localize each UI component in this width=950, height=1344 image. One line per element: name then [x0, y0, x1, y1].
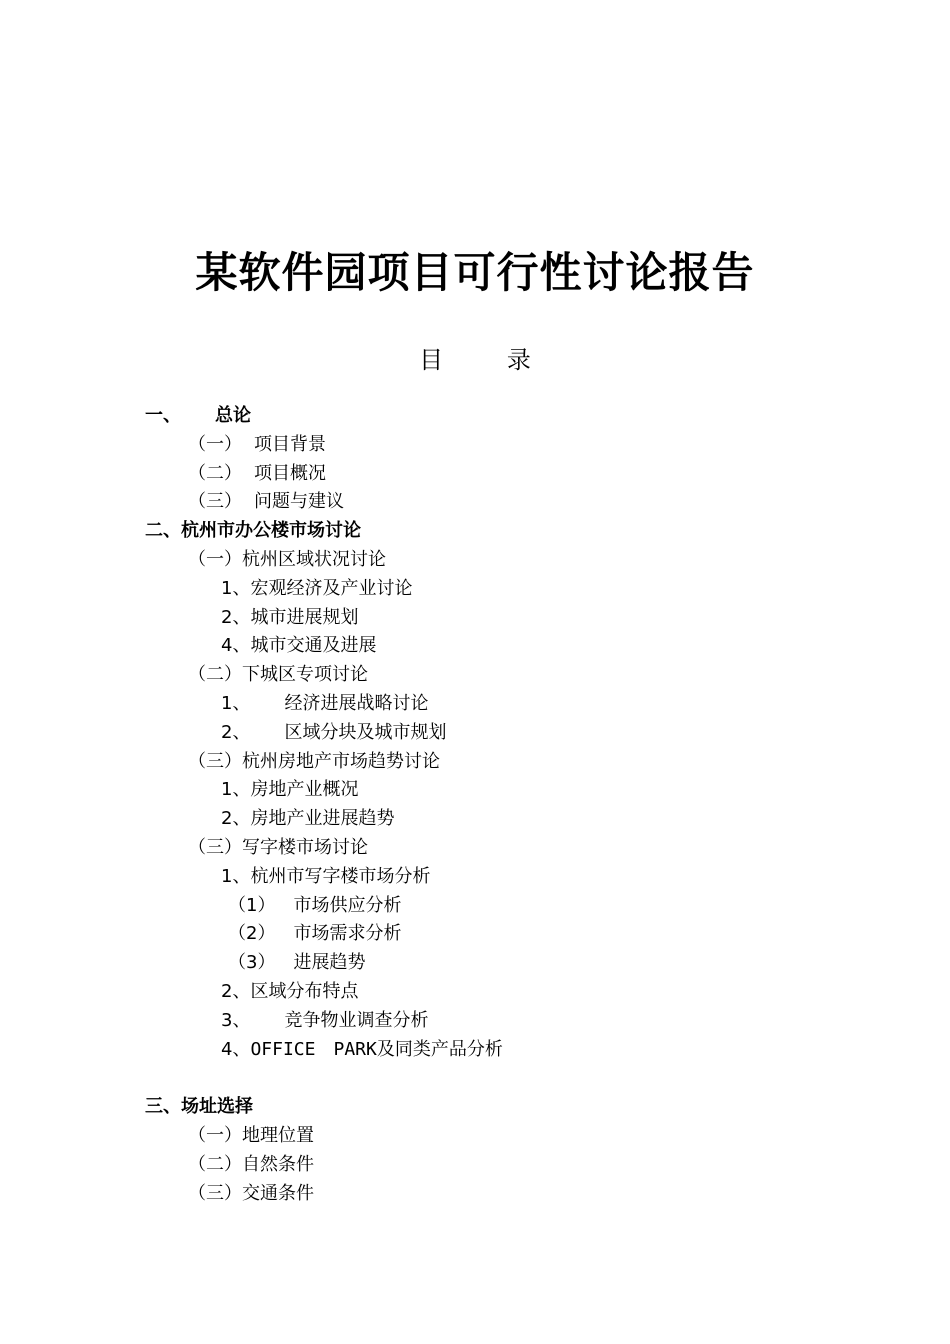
- table-of-contents: [0, 402, 950, 1208]
- toc-entry-label: 竞争物业调查分析: [284, 1009, 429, 1031]
- toc-heading-char-1: 目: [419, 346, 444, 374]
- toc-entry-section-2-3-1: 1、房地产业概况: [221, 779, 359, 801]
- toc-entry-section-2-4-1-3: [0, 949, 950, 978]
- toc-entry-number: 2、: [221, 721, 251, 743]
- toc-entry-label: 经济进展战略讨论: [284, 692, 429, 714]
- toc-entry-label: 项目背景: [254, 433, 326, 455]
- toc-entry-section-3-2: （二）自然条件: [188, 1153, 314, 1175]
- toc-heading-char-2: 录: [506, 346, 531, 374]
- toc-entry-number: （三）: [188, 491, 242, 513]
- toc-entry-section-1: [0, 402, 950, 431]
- toc-entry-section-2-3: （三）杭州房地产市场趋势讨论: [188, 750, 440, 772]
- toc-entry-section-2-1: （一）杭州区域状况讨论: [188, 548, 386, 570]
- toc-entry-section-3-1: （一）地理位置: [188, 1124, 314, 1146]
- toc-entry-latin-word: OFFICE: [250, 1038, 316, 1060]
- toc-entry-number: （一）: [188, 433, 242, 455]
- document-title: 某软件园项目可行性讨论报告: [195, 248, 755, 297]
- toc-entry-section-2-4-1: 1、杭州市写字楼市场分析: [221, 865, 431, 887]
- toc-entry-number: 1、: [221, 692, 251, 714]
- toc-entry-section-2-1-2: 2、城市进展规划: [221, 606, 359, 628]
- toc-entry-label: 总论: [215, 405, 251, 426]
- toc-entry-label: 问题与建议: [254, 491, 344, 513]
- toc-entry-label: 区域分块及城市规划: [284, 721, 447, 743]
- toc-entry-number: （1）: [228, 894, 276, 916]
- toc-spacer: [0, 1064, 950, 1093]
- toc-entry-number: 一、: [145, 405, 181, 426]
- toc-entry-section-3: 三、场址选择: [145, 1096, 253, 1118]
- toc-entry-number: 4、: [221, 1038, 251, 1060]
- toc-entry-section-2-4-1-2: [0, 920, 950, 949]
- toc-entry-section-2-4-3: [0, 1007, 950, 1036]
- toc-entry-section-2-1-4: 4、城市交通及进展: [221, 635, 377, 657]
- toc-entry-number: （二）: [188, 462, 242, 484]
- toc-entry-section-2: 二、杭州市办公楼市场讨论: [145, 520, 361, 542]
- toc-entry-section-1-1: [0, 431, 950, 460]
- toc-entry-number: （2）: [228, 923, 276, 945]
- toc-entry-number: 3、: [221, 1009, 251, 1031]
- toc-entry-section-2-4-2: 2、区域分布特点: [221, 980, 359, 1002]
- toc-entry-section-2-2-2: [0, 719, 950, 748]
- toc-entry-section-2-4-1-1: [0, 892, 950, 921]
- toc-entry-section-1-2: [0, 460, 950, 489]
- toc-entry-section-2-1-1: 1、宏观经济及产业讨论: [221, 577, 413, 599]
- toc-heading: [0, 340, 950, 375]
- toc-entry-latin-word: PARK: [333, 1038, 377, 1060]
- toc-entry-number: （3）: [228, 952, 276, 974]
- toc-entry-label: 市场供应分析: [293, 894, 402, 916]
- toc-entry-label: 市场需求分析: [293, 923, 402, 945]
- toc-entry-section-2-3-2: 2、房地产业进展趋势: [221, 808, 395, 830]
- toc-entry-section-2-2-1: [0, 690, 950, 719]
- toc-entry-label: 项目概况: [254, 462, 326, 484]
- toc-entry-label: 进展趋势: [293, 952, 366, 974]
- toc-entry-section-1-3: [0, 488, 950, 517]
- toc-entry-section-2-4-4: [0, 1036, 950, 1065]
- toc-entry-section-2-4: （三）写字楼市场讨论: [188, 836, 368, 858]
- toc-entry-label: 及同类产品分析: [376, 1038, 503, 1060]
- toc-entry-section-2-2: （二）下城区专项讨论: [188, 664, 368, 686]
- toc-entry-section-3-3: （三）交通条件: [188, 1182, 314, 1204]
